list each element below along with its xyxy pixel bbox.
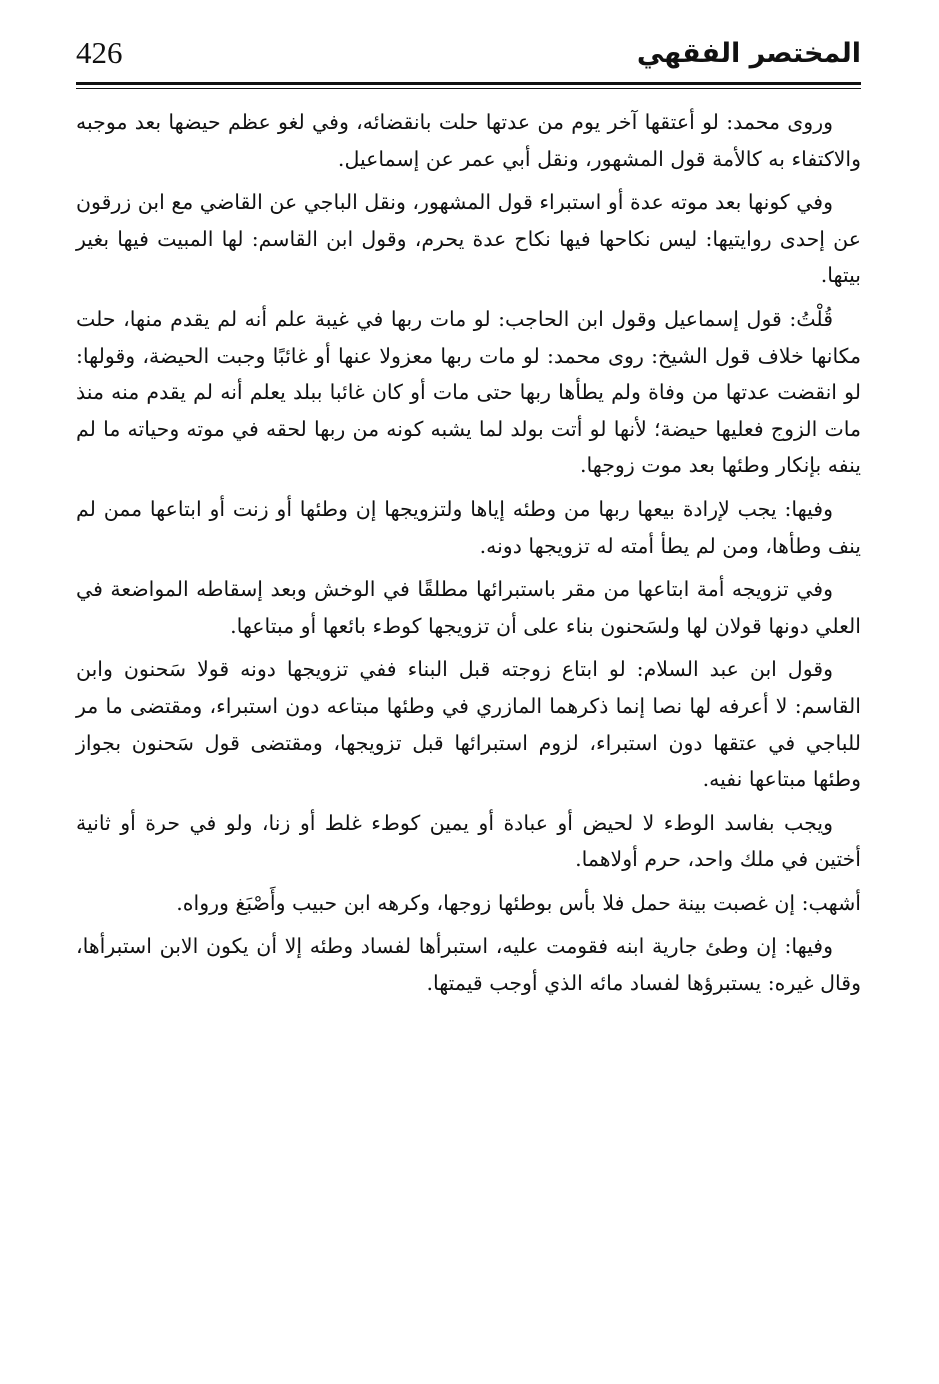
paragraph: أشهب: إن غصبت بينة حمل فلا بأس بوطئها زوجها، وكرهه ابن حبيب وأَصْبَغ ورواه. xyxy=(176,890,861,915)
running-title: المختصر الفقهي xyxy=(636,38,861,69)
page-header xyxy=(76,30,861,78)
page-number: 426 xyxy=(76,35,123,70)
paragraph: وقول ابن عبد السلام: لو ابتاع زوجته قبل البناء ففي تزويجها دونه قولا سَحنون وابن القاسم: لا أعرفه لها نصا إنما ذكرهما المازري في وطئها مبتاعه دون استبراء، ومقتضى ما مر للباجي في عتقها دون استبراء، لزوم استبرائها قبل تزويجها، ومقتضى قول سَحنون بجواز وطئها مبتاعها نفيه. xyxy=(76,657,861,792)
paragraph: وفي تزويجه أمة ابتاعها من مقر باستبرائها مطلقًا في الوخش وبعد إسقاطه المواضعة في العلي دونها قولان لها ولسَحنون بناء على أن تزويجها كوطء بائعها أو مبتاعها. xyxy=(76,577,861,638)
paragraph: وفي كونها بعد موته عدة أو استبراء قول المشهور، ونقل الباجي عن القاضي مع ابن زرقون عن إحدى روايتيها: ليس نكاحها فيها نكاح عدة يحرم، وقول ابن القاسم: لها المبيت فيها بغير بيتها. xyxy=(76,190,861,288)
header-rule-thin xyxy=(76,88,861,89)
paragraph: قُلْتُ: قول إسماعيل وقول ابن الحاجب: لو مات ربها في غيبة علم أنه لم يقدم منها، حلت مكانها خلاف قول الشيخ: روى محمد: لو مات ربها معزولا عنها أو غائبًا وجبت الحيضة، وقولها: لو انقضت عدتها من وفاة ولم يطأها ربها حتى مات أو كان غائبا ببلد يعلم أنه لم يقدم منه منذ مات الزوج فعليها حيضة؛ لأنها لو أتت بولد لما يشبه كونه من ربها لحقه في موته وحياته ما لم ينفه بإنكار وطئها بعد موت زوجها. xyxy=(76,306,861,478)
paragraph: ويجب بفاسد الوطء لا لحيض أو عبادة أو يمين كوطء غلط أو زنا، ولو في حرة أو ثانية أختين في ملك واحد، حرم أولاهما. xyxy=(76,810,861,872)
header-rule-thick xyxy=(76,82,861,85)
paragraph: وفيها: يجب لإرادة بيعها ربها من وطئه إياها ولتزويجها إن وطئها أو زنت أو ابتاعها ممن لم ينف وطأها، ومن لم يطأ أمته له تزويجها دونه. xyxy=(76,496,861,558)
paragraph: وروى محمد: لو أعتقها آخر يوم من عدتها حلت بانقضائه، وفي لغو عظم حيضها بعد موجبه والاكتفاء به كالأمة قول المشهور، ونقل أبي عمر عن إسماعيل. xyxy=(76,110,861,171)
page-body xyxy=(76,104,861,1009)
paragraph: وفيها: إن وطئ جارية ابنه فقومت عليه، استبرأها لفساد وطئه إلا أن يكون الابن استبرأها، وقال غيره: يستبرؤها لفساد مائه الذي أوجب قيمتها. xyxy=(76,934,861,996)
